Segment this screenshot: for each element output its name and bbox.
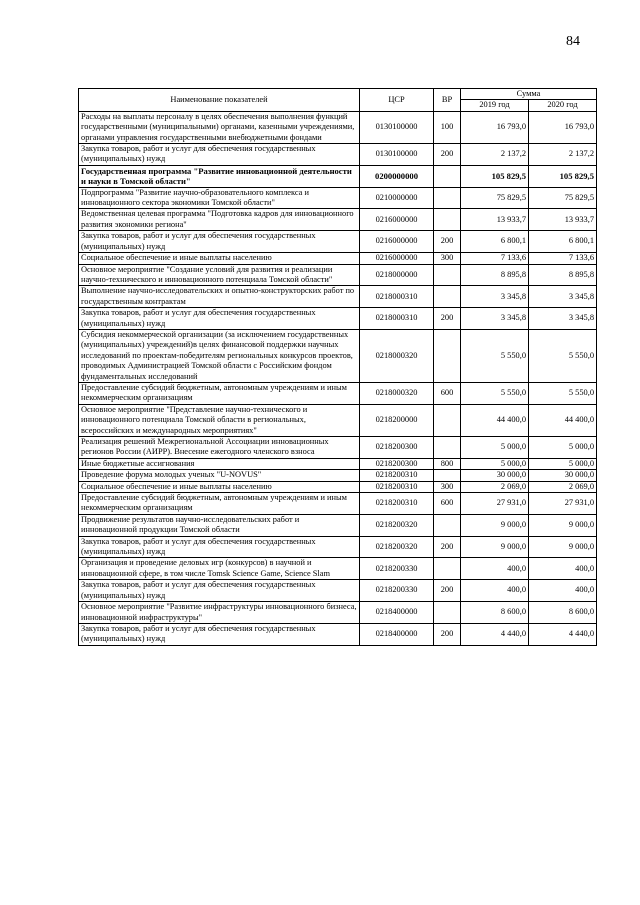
table-row [79, 536, 597, 558]
table-row [79, 286, 597, 308]
header-csr: ЦСР [360, 89, 434, 112]
row-sum-2019-cell: 27 931,0 [461, 493, 529, 515]
table-row [79, 470, 597, 481]
row-name-cell: Закупка товаров, работ и услуг для обеспечения государственных (муниципальных) нужд [79, 308, 360, 330]
row-vr-cell: 200 [434, 623, 461, 645]
row-sum-2019-cell: 5 000,0 [461, 437, 529, 459]
row-sum-2020-cell: 5 550,0 [529, 329, 597, 382]
row-name-cell: Социальное обеспечение и иные выплаты населению [79, 253, 360, 264]
row-sum-2020-cell: 8 895,8 [529, 264, 597, 286]
table-row [79, 458, 597, 469]
row-csr-cell: 0218200310 [360, 470, 434, 481]
row-sum-2019-cell: 105 829,5 [461, 165, 529, 187]
row-name-cell: Ведомственная целевая программа "Подготовка кадров для инновационного развития экономики региона" [79, 209, 360, 231]
row-name-cell: Закупка товаров, работ и услуг для обеспечения государственных (муниципальных) нужд [79, 231, 360, 253]
table-row [79, 111, 597, 143]
row-name-cell: Закупка товаров, работ и услуг для обеспечения государственных (муниципальных) нужд [79, 536, 360, 558]
row-name-cell: Предоставление субсидий бюджетным, автономным учреждениям и иным некоммерческим организациям [79, 493, 360, 515]
row-csr-cell: 0218400000 [360, 623, 434, 645]
row-csr-cell: 0216000000 [360, 209, 434, 231]
row-sum-2019-cell: 13 933,7 [461, 209, 529, 231]
header-name: Наименование показателей [79, 89, 360, 112]
row-csr-cell: 0216000000 [360, 231, 434, 253]
row-name-cell: Основное мероприятие "Развитие инфраструктуры инновационного бизнеса, инновационной инфраструктуры" [79, 602, 360, 624]
table-row [79, 231, 597, 253]
row-vr-cell: 200 [434, 144, 461, 166]
row-csr-cell: 0218200300 [360, 458, 434, 469]
table-row [79, 558, 597, 580]
row-name-cell: Продвижение результатов научно-исследовательских работ и инновационной продукции Томской области [79, 514, 360, 536]
row-csr-cell: 0218200320 [360, 536, 434, 558]
table-row [79, 209, 597, 231]
row-sum-2020-cell: 2 137,2 [529, 144, 597, 166]
row-csr-cell: 0218200330 [360, 558, 434, 580]
row-sum-2019-cell: 4 440,0 [461, 623, 529, 645]
row-sum-2020-cell: 9 000,0 [529, 536, 597, 558]
table-header [79, 89, 597, 112]
row-name-cell: Организация и проведение деловых игр (конкурсов) в научной и инновационной сфере, в том числе Tomsk Science Game, Science Slam [79, 558, 360, 580]
row-vr-cell [434, 286, 461, 308]
row-csr-cell: 0218200000 [360, 404, 434, 436]
row-name-cell: Основное мероприятие "Создание условий для развития и реализации научно-технического и инновационного потенциала Томской области" [79, 264, 360, 286]
row-sum-2020-cell: 27 931,0 [529, 493, 597, 515]
row-sum-2020-cell: 105 829,5 [529, 165, 597, 187]
row-vr-cell: 800 [434, 458, 461, 469]
table-row [79, 165, 597, 187]
row-sum-2019-cell: 5 000,0 [461, 458, 529, 469]
row-vr-cell [434, 329, 461, 382]
row-csr-cell: 0218400000 [360, 602, 434, 624]
row-vr-cell [434, 437, 461, 459]
row-sum-2020-cell: 6 800,1 [529, 231, 597, 253]
row-sum-2020-cell: 3 345,8 [529, 286, 597, 308]
header-year-2020: 2020 год [529, 100, 597, 111]
row-name-cell: Закупка товаров, работ и услуг для обеспечения государственных (муниципальных) нужд [79, 144, 360, 166]
row-csr-cell: 0200000000 [360, 165, 434, 187]
row-name-cell: Иные бюджетные ассигнования [79, 458, 360, 469]
row-vr-cell [434, 602, 461, 624]
row-sum-2019-cell: 30 000,0 [461, 470, 529, 481]
row-sum-2019-cell: 9 000,0 [461, 536, 529, 558]
table-row [79, 437, 597, 459]
row-sum-2020-cell: 4 440,0 [529, 623, 597, 645]
row-sum-2020-cell: 3 345,8 [529, 308, 597, 330]
row-sum-2020-cell: 5 000,0 [529, 437, 597, 459]
row-sum-2019-cell: 9 000,0 [461, 514, 529, 536]
page-number: 84 [566, 34, 580, 49]
row-sum-2019-cell: 5 550,0 [461, 329, 529, 382]
header-year-2019: 2019 год [461, 100, 529, 111]
row-sum-2019-cell: 16 793,0 [461, 111, 529, 143]
row-sum-2019-cell: 6 800,1 [461, 231, 529, 253]
table-row [79, 329, 597, 382]
row-sum-2020-cell: 5 000,0 [529, 458, 597, 469]
row-sum-2019-cell: 7 133,6 [461, 253, 529, 264]
row-sum-2020-cell: 5 550,0 [529, 382, 597, 404]
table-row [79, 187, 597, 209]
row-sum-2020-cell: 2 069,0 [529, 481, 597, 492]
table-row [79, 144, 597, 166]
row-vr-cell: 300 [434, 253, 461, 264]
table-row [79, 253, 597, 264]
row-sum-2020-cell: 30 000,0 [529, 470, 597, 481]
row-vr-cell [434, 470, 461, 481]
row-csr-cell: 0216000000 [360, 253, 434, 264]
table-row [79, 404, 597, 436]
row-csr-cell: 0218200310 [360, 493, 434, 515]
table-body [79, 111, 597, 645]
budget-table [78, 88, 597, 646]
table-row [79, 382, 597, 404]
row-name-cell: Предоставление субсидий бюджетным, автономным учреждениям и иным некоммерческим организациям [79, 382, 360, 404]
table-row [79, 602, 597, 624]
table-row [79, 514, 597, 536]
row-sum-2020-cell: 44 400,0 [529, 404, 597, 436]
row-name-cell: Реализация решений Межрегиональной Ассоциации инновационных регионов России (АИРР). Внесение ежегодного членского взноса [79, 437, 360, 459]
row-sum-2020-cell: 8 600,0 [529, 602, 597, 624]
row-vr-cell: 200 [434, 231, 461, 253]
row-sum-2019-cell: 8 895,8 [461, 264, 529, 286]
row-vr-cell [434, 558, 461, 580]
row-vr-cell [434, 264, 461, 286]
row-csr-cell: 0218000310 [360, 286, 434, 308]
row-name-cell: Закупка товаров, работ и услуг для обеспечения государственных (муниципальных) нужд [79, 623, 360, 645]
row-vr-cell [434, 404, 461, 436]
row-csr-cell: 0218200330 [360, 580, 434, 602]
row-name-cell: Субсидия некоммерческой организации (за исключением государственных (муниципальных) учреждений)в целях финансовой поддержки научных исследований по проектам-победителям региональных конкурсов проектов, проводимых Администрацией Томской области с Российским фондом фундаментальных исследований [79, 329, 360, 382]
row-sum-2020-cell: 9 000,0 [529, 514, 597, 536]
row-sum-2019-cell: 44 400,0 [461, 404, 529, 436]
row-csr-cell: 0218200320 [360, 514, 434, 536]
row-sum-2019-cell: 2 137,2 [461, 144, 529, 166]
row-csr-cell: 0218000320 [360, 382, 434, 404]
row-vr-cell [434, 209, 461, 231]
row-sum-2019-cell: 3 345,8 [461, 308, 529, 330]
row-csr-cell: 0130100000 [360, 144, 434, 166]
row-sum-2019-cell: 2 069,0 [461, 481, 529, 492]
row-csr-cell: 0218000310 [360, 308, 434, 330]
row-csr-cell: 0130100000 [360, 111, 434, 143]
row-csr-cell: 0218200300 [360, 437, 434, 459]
table-row [79, 493, 597, 515]
table-row [79, 623, 597, 645]
row-vr-cell: 100 [434, 111, 461, 143]
table-row [79, 580, 597, 602]
row-csr-cell: 0218200310 [360, 481, 434, 492]
row-vr-cell [434, 165, 461, 187]
row-sum-2020-cell: 16 793,0 [529, 111, 597, 143]
header-sum: Сумма [461, 89, 597, 100]
row-vr-cell: 200 [434, 536, 461, 558]
row-name-cell: Социальное обеспечение и иные выплаты населению [79, 481, 360, 492]
row-sum-2019-cell: 400,0 [461, 580, 529, 602]
row-vr-cell: 600 [434, 382, 461, 404]
row-name-cell: Проведение форума молодых ученых "U-NOVUS" [79, 470, 360, 481]
row-sum-2019-cell: 400,0 [461, 558, 529, 580]
row-name-cell: Расходы на выплаты персоналу в целях обеспечения выполнения функций государственными (муниципальными) органами, казенными учреждениями, органами управления государственными внебюджетными фондами [79, 111, 360, 143]
table-row [79, 481, 597, 492]
row-name-cell: Закупка товаров, работ и услуг для обеспечения государственных (муниципальных) нужд [79, 580, 360, 602]
row-vr-cell: 200 [434, 308, 461, 330]
row-vr-cell: 300 [434, 481, 461, 492]
row-sum-2020-cell: 7 133,6 [529, 253, 597, 264]
row-vr-cell: 200 [434, 580, 461, 602]
row-csr-cell: 0210000000 [360, 187, 434, 209]
row-vr-cell: 600 [434, 493, 461, 515]
row-sum-2020-cell: 400,0 [529, 558, 597, 580]
row-sum-2019-cell: 3 345,8 [461, 286, 529, 308]
row-name-cell: Основное мероприятие "Представление научно-технического и инновационного потенциала Томской области в региональных, всероссийских и международных мероприятиях" [79, 404, 360, 436]
row-name-cell: Подпрограмма "Развитие научно-образовательного комплекса и инновационного сектора экономики Томской области" [79, 187, 360, 209]
row-sum-2019-cell: 5 550,0 [461, 382, 529, 404]
row-sum-2019-cell: 8 600,0 [461, 602, 529, 624]
row-vr-cell [434, 514, 461, 536]
row-sum-2020-cell: 75 829,5 [529, 187, 597, 209]
row-csr-cell: 0218000320 [360, 329, 434, 382]
row-vr-cell [434, 187, 461, 209]
header-vr: ВР [434, 89, 461, 112]
row-name-cell: Государственная программа "Развитие инновационной деятельности и науки в Томской области" [79, 165, 360, 187]
table-row [79, 308, 597, 330]
row-csr-cell: 0218000000 [360, 264, 434, 286]
row-sum-2020-cell: 400,0 [529, 580, 597, 602]
row-name-cell: Выполнение научно-исследовательских и опытно-конструкторских работ по государственным контрактам [79, 286, 360, 308]
table-row [79, 264, 597, 286]
row-sum-2020-cell: 13 933,7 [529, 209, 597, 231]
row-sum-2019-cell: 75 829,5 [461, 187, 529, 209]
